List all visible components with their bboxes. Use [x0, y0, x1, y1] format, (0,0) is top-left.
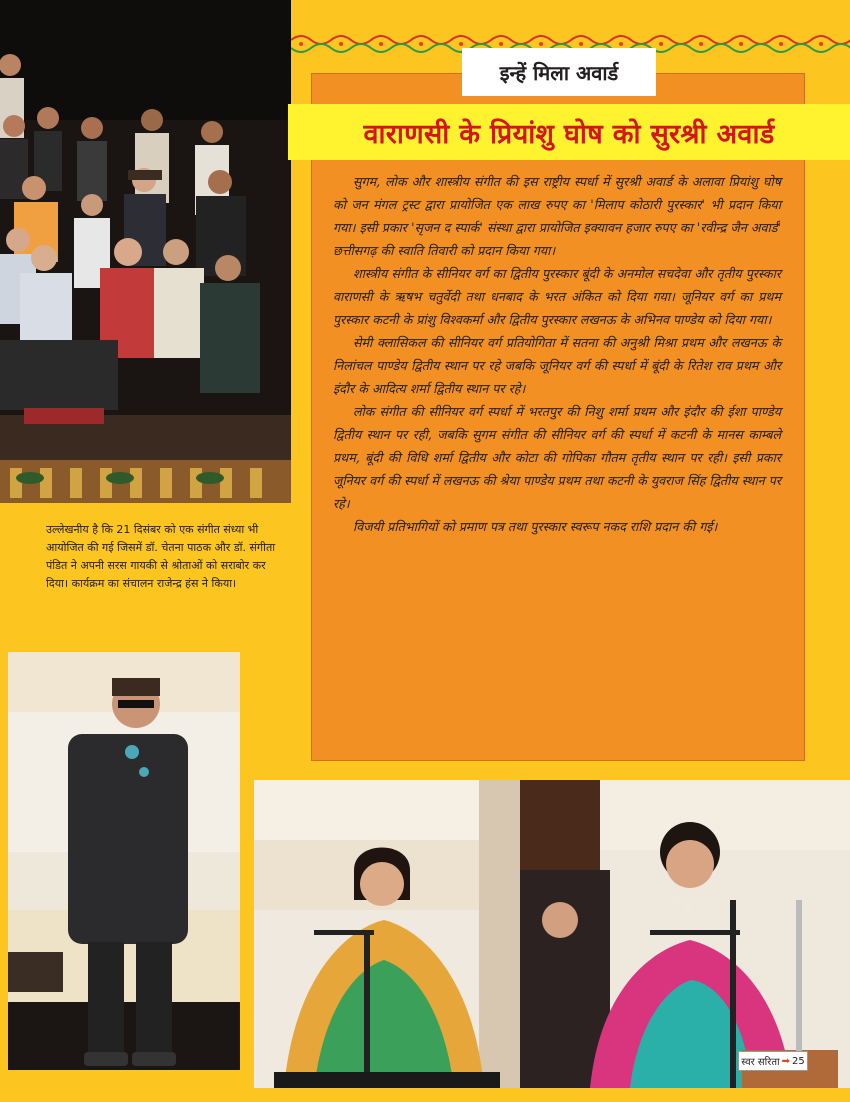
paragraph: लोक संगीत की सीनियर वर्ग स्पर्धा में भरतपुर की निशु शर्मा प्रथम और इंदौर की ईशा पाण्डेय द्वितीय स्थान पर रही, जबकि सुगम संगीत की सीनियर वर्ग की स्पर्धा में कटनी के मानस काम्बले प्रथम, बूंदी की विधि शर्मा द्वितीय और कोटा की गोपिका गौतम तृतीय स्थान पर रही। इसी प्रकार जूनियर वर्ग की स्पर्धा में लखनऊ की श्रेया पाण्डेय प्रथम तथा कटनी के युवराज सिंह द्वितीय स्थान पर रहे। — [333, 404, 781, 511]
paragraph: सुगम, लोक और शास्त्रीय संगीत की इस राष्ट्रीय स्पर्धा में सुरश्री अवार्ड के अलावा प्रियांशु घोष को जन मंगल ट्रस्ट द्वारा प्रायोजित एक लाख रुपए का 'मिलाप कोठारी पुरस्कार' भी प्रदान किया गया। इसी प्रकार 'सृजन द स्पार्क' संस्था द्वारा प्रायोजित इक्यावन हजार रुपए का 'रवीन्द्र जैन अवार्ड' छत्तीसगढ़ की स्वाति तिवारी को प्रदान किया गया। — [333, 174, 781, 258]
section-label: इन्हें मिला अवार्ड — [462, 48, 656, 96]
paragraph: विजयी प्रतिभागियों को प्रमाण पत्र तथा पुरस्कार स्वरूप नकद राशि प्रदान की गई। — [353, 519, 718, 534]
page-number: 25 — [792, 1055, 805, 1067]
male-singer-photo — [8, 652, 240, 1070]
paragraph: शास्त्रीय संगीत के सीनियर वर्ग का द्वितीय पुरस्कार बूंदी के अनमोल सचदेवा और तृतीय पुरस्कार वाराणसी के ऋषभ चतुर्वेदी तथा धनबाद के भरत अंकित को दिया गया। जूनियर वर्ग का प्रथम पुरस्कार कटनी के प्रांशु विश्वकर्मा और द्वितीय पुरस्कार लखनऊ के अभिनव पाण्डेय को दिया गया। — [333, 266, 781, 327]
arrow-icon: ➡ — [781, 1055, 791, 1067]
headline-bar — [288, 104, 850, 160]
magazine-name: स्वर सरिता — [741, 1057, 780, 1068]
female-singer-photo-1 — [254, 780, 520, 1088]
page-footer — [738, 1051, 808, 1071]
article-body — [333, 170, 781, 538]
group-photo — [0, 0, 291, 503]
female-singer-photo-2 — [520, 780, 850, 1088]
side-caption: उल्लेखनीय है कि 21 दिसंबर को एक संगीत संध्या भी आयोजित की गई जिसमें डॉ. चेतना पाठक और डॉ. संगीता पंडित ने अपनी सरस गायकी से श्रोताओं को सराबोर कर दिया। कार्यक्रम का संचालन राजेन्द्र हंस ने किया। — [46, 523, 276, 590]
headline: वाराणसी के प्रियांशु घोष को सुरश्री अवार्ड — [363, 118, 775, 150]
paragraph: सेमी क्लासिकल की सीनियर वर्ग प्रतियोगिता में सतना की अनुश्री मिश्रा प्रथम और लखनऊ के निलांचल पाण्डेय द्वितीय स्थान पर रहे जबकि जूनियर वर्ग की स्पर्धा में बूंदी के रितेश राव प्रथम और इंदौर के आदित्य शर्मा द्वितीय स्थान पर रहे। — [333, 335, 781, 396]
